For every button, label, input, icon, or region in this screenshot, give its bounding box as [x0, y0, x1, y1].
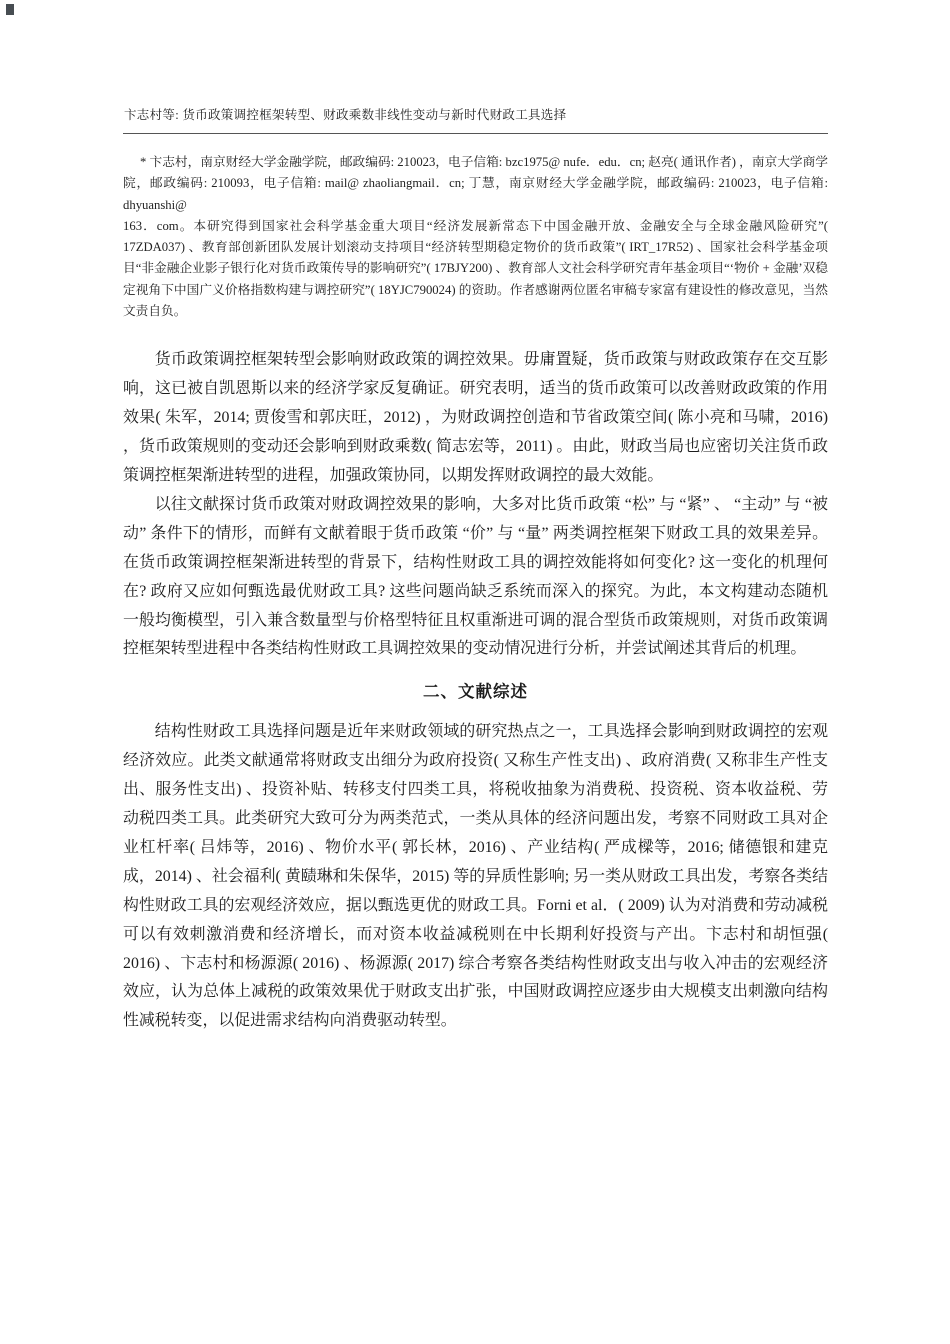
- running-head-title: 卞志村等: 货币政策调控框架转型、财政乘数非线性变动与新时代财政工具选择: [124, 108, 567, 122]
- page-corner-artifact: [6, 4, 14, 15]
- paper-body: [123, 346, 828, 1036]
- running-head: [123, 106, 828, 134]
- intro-paragraph-2: 以往文献探讨货币政策对财政调控效果的影响，大多对比货币政策 “松” 与 “紧” 、 “主动” 与 “被动” 条件下的情形，而鲜有文献着眼于货币政策 “价” 与 “量” 两类调控框架下财政工具的效果差异。在货币政策调控框架渐进转型的背景下，结构性财政工具的调控效能将如何变化? 这一变化的机理何在? 政府又应如何甄选最优财政工具? 这些问题尚缺乏系统而深入的探究。为此，本文构建动态随机一般均衡模型，引入兼含数量型与价格型特征且权重渐进可调的混合型货币政策规则，对货币政策调控框架转型进程中各类结构性财政工具调控效果的变动情况进行分析，并尝试阐述其背后的机理。: [123, 495, 828, 658]
- literature-review-paragraph-1: 结构性财政工具选择问题是近年来财政领域的研究热点之一，工具选择会影响到财政调控的宏观经济效应。此类文献通常将财政支出细分为政府投资( 又称生产性支出) 、政府消费( 又称非生产性支出、服务性支出) 、投资补贴、转移支付四类工具，将税收抽象为消费税、投资税、资本收益税、劳动税四类工具。此类研究大致可分为两类范式，一类从具体的经济问题出发，考察不同财政工具对企业杠杆率( 吕炜等，2016) 、物价水平( 郭长林，2016) 、产业结构( 严成樑等，2016; 储德银和建克成，2014) 、社会福利( 黄赜琳和朱保华，2015) 等的异质性影响; 另一类从财政工具出发，考察各类结构性财政工具的宏观经济效应，据以甄选更优的财政工具。Forni et al．( 2009) 认为对消费和劳动减税可以有效刺激消费和经济增长，而对资本收益减税则在中长期利好投资与产出。卞志村和胡恒强( 2016) 、卞志村和杨源源( 2016) 、杨源源( 2017) 综合考察各类结构性财政支出与收入冲击的宏观经济效应，认为总体上减税的政策效果优于财政支出扩张，中国财政调控应逐步由大规模支出刺激向结构性减税转变，以促进需求结构向消费驱动转型。: [123, 723, 828, 1030]
- footnote-funding-line: 163．com。本研究得到国家社会科学基金重大项目“经济发展新常态下中国金融开放、金融安全与全球金融风险研究”( 17ZDA037) 、教育部创新团队发展计划滚动支持项目“经济转型期稳定物价的货币政策”( IRT_17R52) 、国家社会科学基金项目“非金融企业影子银行化对货币政策传导的影响研究”( 17BJY200) 、教育部人文社会科学研究青年基金项目“‘物价 + 金融’双稳定视角下中国广义价格指数构建与调控研究”( 18YJC790024) 的资助。作者感谢两位匿名审稿专家富有建设性的修改意见，当然文责自负。: [123, 218, 828, 319]
- footnote-block: [123, 152, 828, 322]
- intro-paragraph-1: 货币政策调控框架转型会影响财政政策的调控效果。毋庸置疑，货币政策与财政政策存在交互影响，这已被自凯恩斯以来的经济学家反复确证。研究表明，适当的货币政策可以改善财政政策的作用效果( 朱军，2014; 贾俊雪和郭庆旺，2012) ，为财政调控创造和节省政策空间( 陈小亮和马啸，2016) ，货币政策规则的变动还会影响到财政乘数( 简志宏等，2011) 。由此，财政当局也应密切关注货币政策调控框架渐进转型的进程，加强政策协同，以期发挥财政调控的最大效能。: [123, 351, 828, 484]
- footnote-authors-line: * 卞志村，南京财经大学金融学院，邮政编码: 210023，电子信箱: bzc1975@ nufe．edu．cn; 赵亮( 通讯作者) ，南京大学商学院，邮政编码: 210093，电子信箱: mail@ zhaoliangmail．cn; 丁慧，南京财经大学金融学院，邮政编码: 210023，电子信箱: dhyuanshi@: [123, 155, 828, 212]
- header-rule: [123, 133, 828, 134]
- section-heading-literature-review: 二、文献综述: [423, 682, 528, 702]
